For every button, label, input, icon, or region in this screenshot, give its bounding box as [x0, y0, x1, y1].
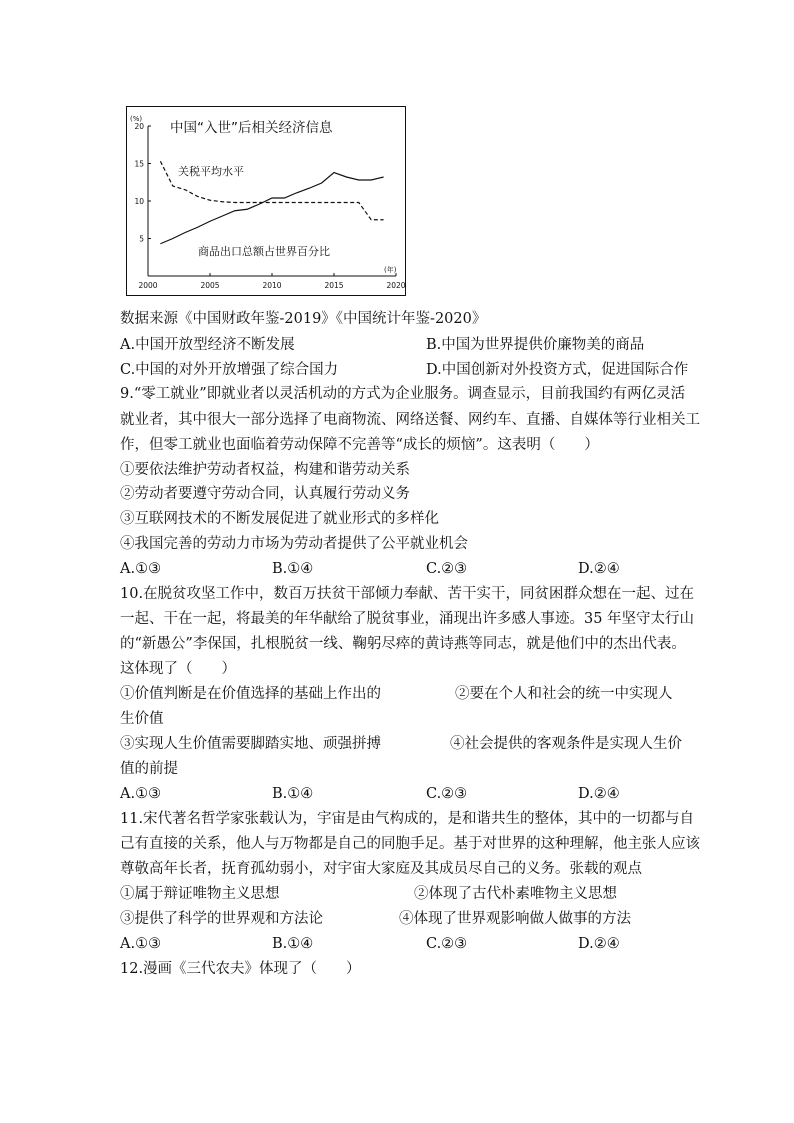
- q10-item-4: ④社会提供的客观条件是实现人生价: [450, 736, 682, 752]
- q11-stem-line: 尊敬高年长者，抚育孤幼弱小，对宇宙大家庭及其成员尽自己的义务。张载的观点: [120, 861, 642, 877]
- q8-option-b: B.中国为世界提供价廉物美的商品: [426, 337, 645, 353]
- q9-stem-line: 就业者，其中很大一部分选择了电商物流、网络送餐、网约车、直播、自媒体等行业相关工: [120, 412, 700, 428]
- q10-item-2: ②要在个人和社会的统一中实现人: [455, 686, 673, 702]
- q11-option-d: D.②④: [578, 936, 620, 952]
- y-tick-label: 10: [134, 197, 144, 206]
- q9-stem-line: 作，但零工就业也面临着劳动保障不完善等“成长的烦恼”。这表明（ ）: [120, 437, 599, 453]
- q10-stem-line: 这体现了（ ）: [120, 661, 236, 677]
- q10-stem-line: 的“新愚公”李保国，扎根脱贫一线、鞠躬尽瘁的黄诗燕等同志，就是他们中的杰出代表。: [120, 636, 686, 652]
- q11-option-a: A.①③: [120, 936, 162, 952]
- tariff-series-label: 关税平均水平: [178, 165, 244, 178]
- x-tick-label: 2020: [386, 281, 406, 290]
- q9-stem-line: 9.“零工就业”即就业者以灵活机动的方式为企业服务。调查显示，目前我国约有两亿灵活: [120, 386, 686, 402]
- q9-item: ④我国完善的劳动力市场为劳动者提供了公平就业机会: [120, 536, 468, 552]
- q11-item-4: ④体现了世界观影响做人做事的方法: [399, 911, 631, 927]
- export-share-series-label: 商品出口总额占世界百分比: [198, 245, 330, 258]
- chart-title: 中国“入世”后相关经济信息: [170, 120, 333, 136]
- q10-option-b: B.①④: [272, 786, 314, 802]
- x-axis-unit: (年): [384, 266, 397, 274]
- x-tick-label: 2010: [262, 281, 282, 290]
- q11-stem-line: 11.宋代著名哲学家张载认为，宇宙是由气构成的，是和谐共生的整体，其中的一切都与自: [120, 811, 695, 827]
- economic-chart-figure: [126, 106, 406, 296]
- x-tick-label: 2015: [324, 281, 344, 290]
- q8-option-a: A.中国开放型经济不断发展: [120, 337, 295, 353]
- q8-option-d: D.中国创新对外投资方式，促进国际合作: [426, 362, 689, 378]
- q9-item: ①要依法维护劳动者权益，构建和谐劳动关系: [120, 462, 410, 478]
- q11-item-1: ①属于辩证唯物主义思想: [120, 886, 280, 902]
- y-tick-label: 5: [139, 234, 144, 244]
- q9-item: ③互联网技术的不断发展促进了就业形式的多样化: [120, 511, 439, 527]
- q9-item: ②劳动者要遵守劳动合同，认真履行劳动义务: [120, 486, 410, 502]
- q9-option-a: A.①③: [120, 561, 162, 577]
- q10-option-a: A.①③: [120, 786, 162, 802]
- x-tick-label: 2000: [138, 281, 158, 290]
- x-tick-label: 2005: [200, 281, 220, 290]
- q10-option-d: D.②④: [578, 786, 620, 802]
- q10-stem-line: 一起、干在一起，将最美的年华献给了脱贫事业，涌现出许多感人事迹。35 年坚守太行山: [120, 611, 695, 627]
- q9-option-d: D.②④: [578, 561, 620, 577]
- q11-item-2: ②体现了古代朴素唯物主义思想: [414, 886, 617, 902]
- q10-item-2-continued: 生价值: [120, 711, 164, 727]
- q10-option-c: C.②③: [426, 786, 468, 802]
- y-tick-label: 20: [134, 122, 144, 131]
- q9-option-b: B.①④: [272, 561, 314, 577]
- q12-stem: 12.漫画《三代农夫》体现了（ ）: [120, 961, 361, 977]
- q8-option-c: C.中国的对外开放增强了综合国力: [120, 362, 339, 378]
- y-axis-unit: (%): [130, 115, 143, 123]
- q10-item-4-continued: 值的前提: [120, 761, 178, 777]
- q9-option-c: C.②③: [426, 561, 468, 577]
- q11-option-b: B.①④: [272, 936, 314, 952]
- q10-item-3: ③实现人生价值需要脚踏实地、顽强拼搏: [120, 736, 381, 752]
- q11-stem-line: 己有直接的关系，他人与万物都是自己的同胞手足。基于对世界的这种理解，他主张人应该: [120, 836, 700, 852]
- q10-item-1: ①价值判断是在价值选择的基础上作出的: [120, 686, 381, 702]
- q11-option-c: C.②③: [426, 936, 468, 952]
- source-note: 数据来源《中国财政年鉴-2019》《中国统计年鉴-2020》: [120, 311, 487, 327]
- q10-stem-line: 10.在脱贫攻坚工作中，数百万扶贫干部倾力奉献、苦干实干，同贫困群众想在一起、过在: [120, 586, 695, 602]
- y-tick-label: 15: [134, 159, 144, 169]
- q11-item-3: ③提供了科学的世界观和方法论: [120, 911, 323, 927]
